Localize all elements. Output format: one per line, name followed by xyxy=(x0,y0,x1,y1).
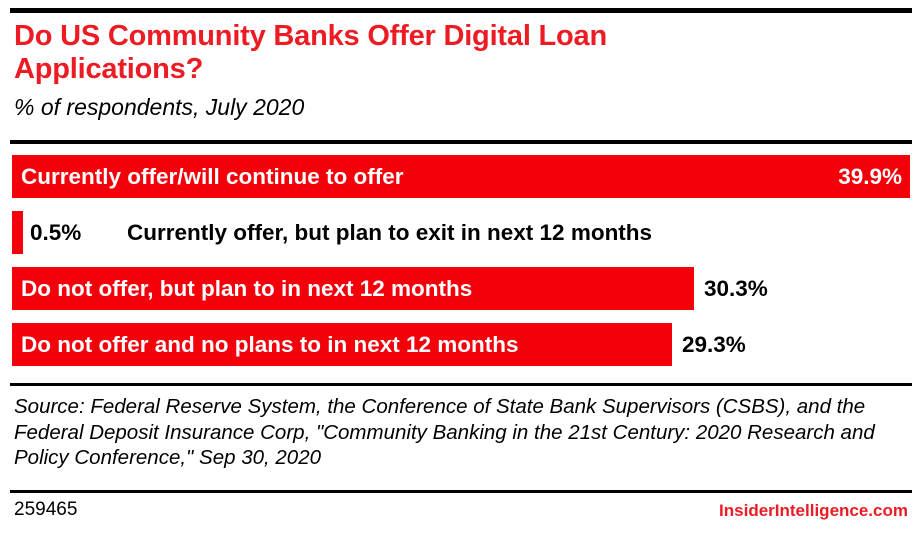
bar-chart xyxy=(12,155,912,370)
bar-row xyxy=(12,211,912,254)
bar-value-label: 0.5% xyxy=(30,220,82,245)
bar-value-label: 30.3% xyxy=(704,276,768,301)
bar-row xyxy=(12,155,912,198)
bar-category-label: Currently offer/will continue to offer xyxy=(21,164,404,189)
bar-value-label: 29.3% xyxy=(682,332,746,357)
bar-value-label: 39.9% xyxy=(838,164,902,189)
footer-divider xyxy=(10,490,912,493)
bar-category-label: Do not offer and no plans to in next 12 months xyxy=(21,332,519,357)
source-divider xyxy=(10,383,912,386)
brand-label: InsiderIntelligence.com xyxy=(719,501,908,520)
bar-segment xyxy=(12,211,23,254)
top-divider xyxy=(10,8,912,13)
page-subtitle: % of respondents, July 2020 xyxy=(14,94,305,120)
header-divider xyxy=(10,140,912,144)
chart-id: 259465 xyxy=(14,499,78,520)
bar-category-label: Do not offer, but plan to in next 12 months xyxy=(21,276,473,301)
source-note: Source: Federal Reserve System, the Conference of State Bank Supervisors (CSBS), and the Federal Deposit Insurance Corp, "Community Banking in the 21st Century: 2020 Research and Policy Conference," Sep 30, 2020 xyxy=(14,395,875,470)
bar-category-label: Currently offer, but plan to exit in next 12 months xyxy=(127,220,653,245)
page-title: Do US Community Banks Offer Digital Loan Applications? xyxy=(14,20,607,85)
bar-row xyxy=(12,267,912,310)
bar-row xyxy=(12,323,912,366)
